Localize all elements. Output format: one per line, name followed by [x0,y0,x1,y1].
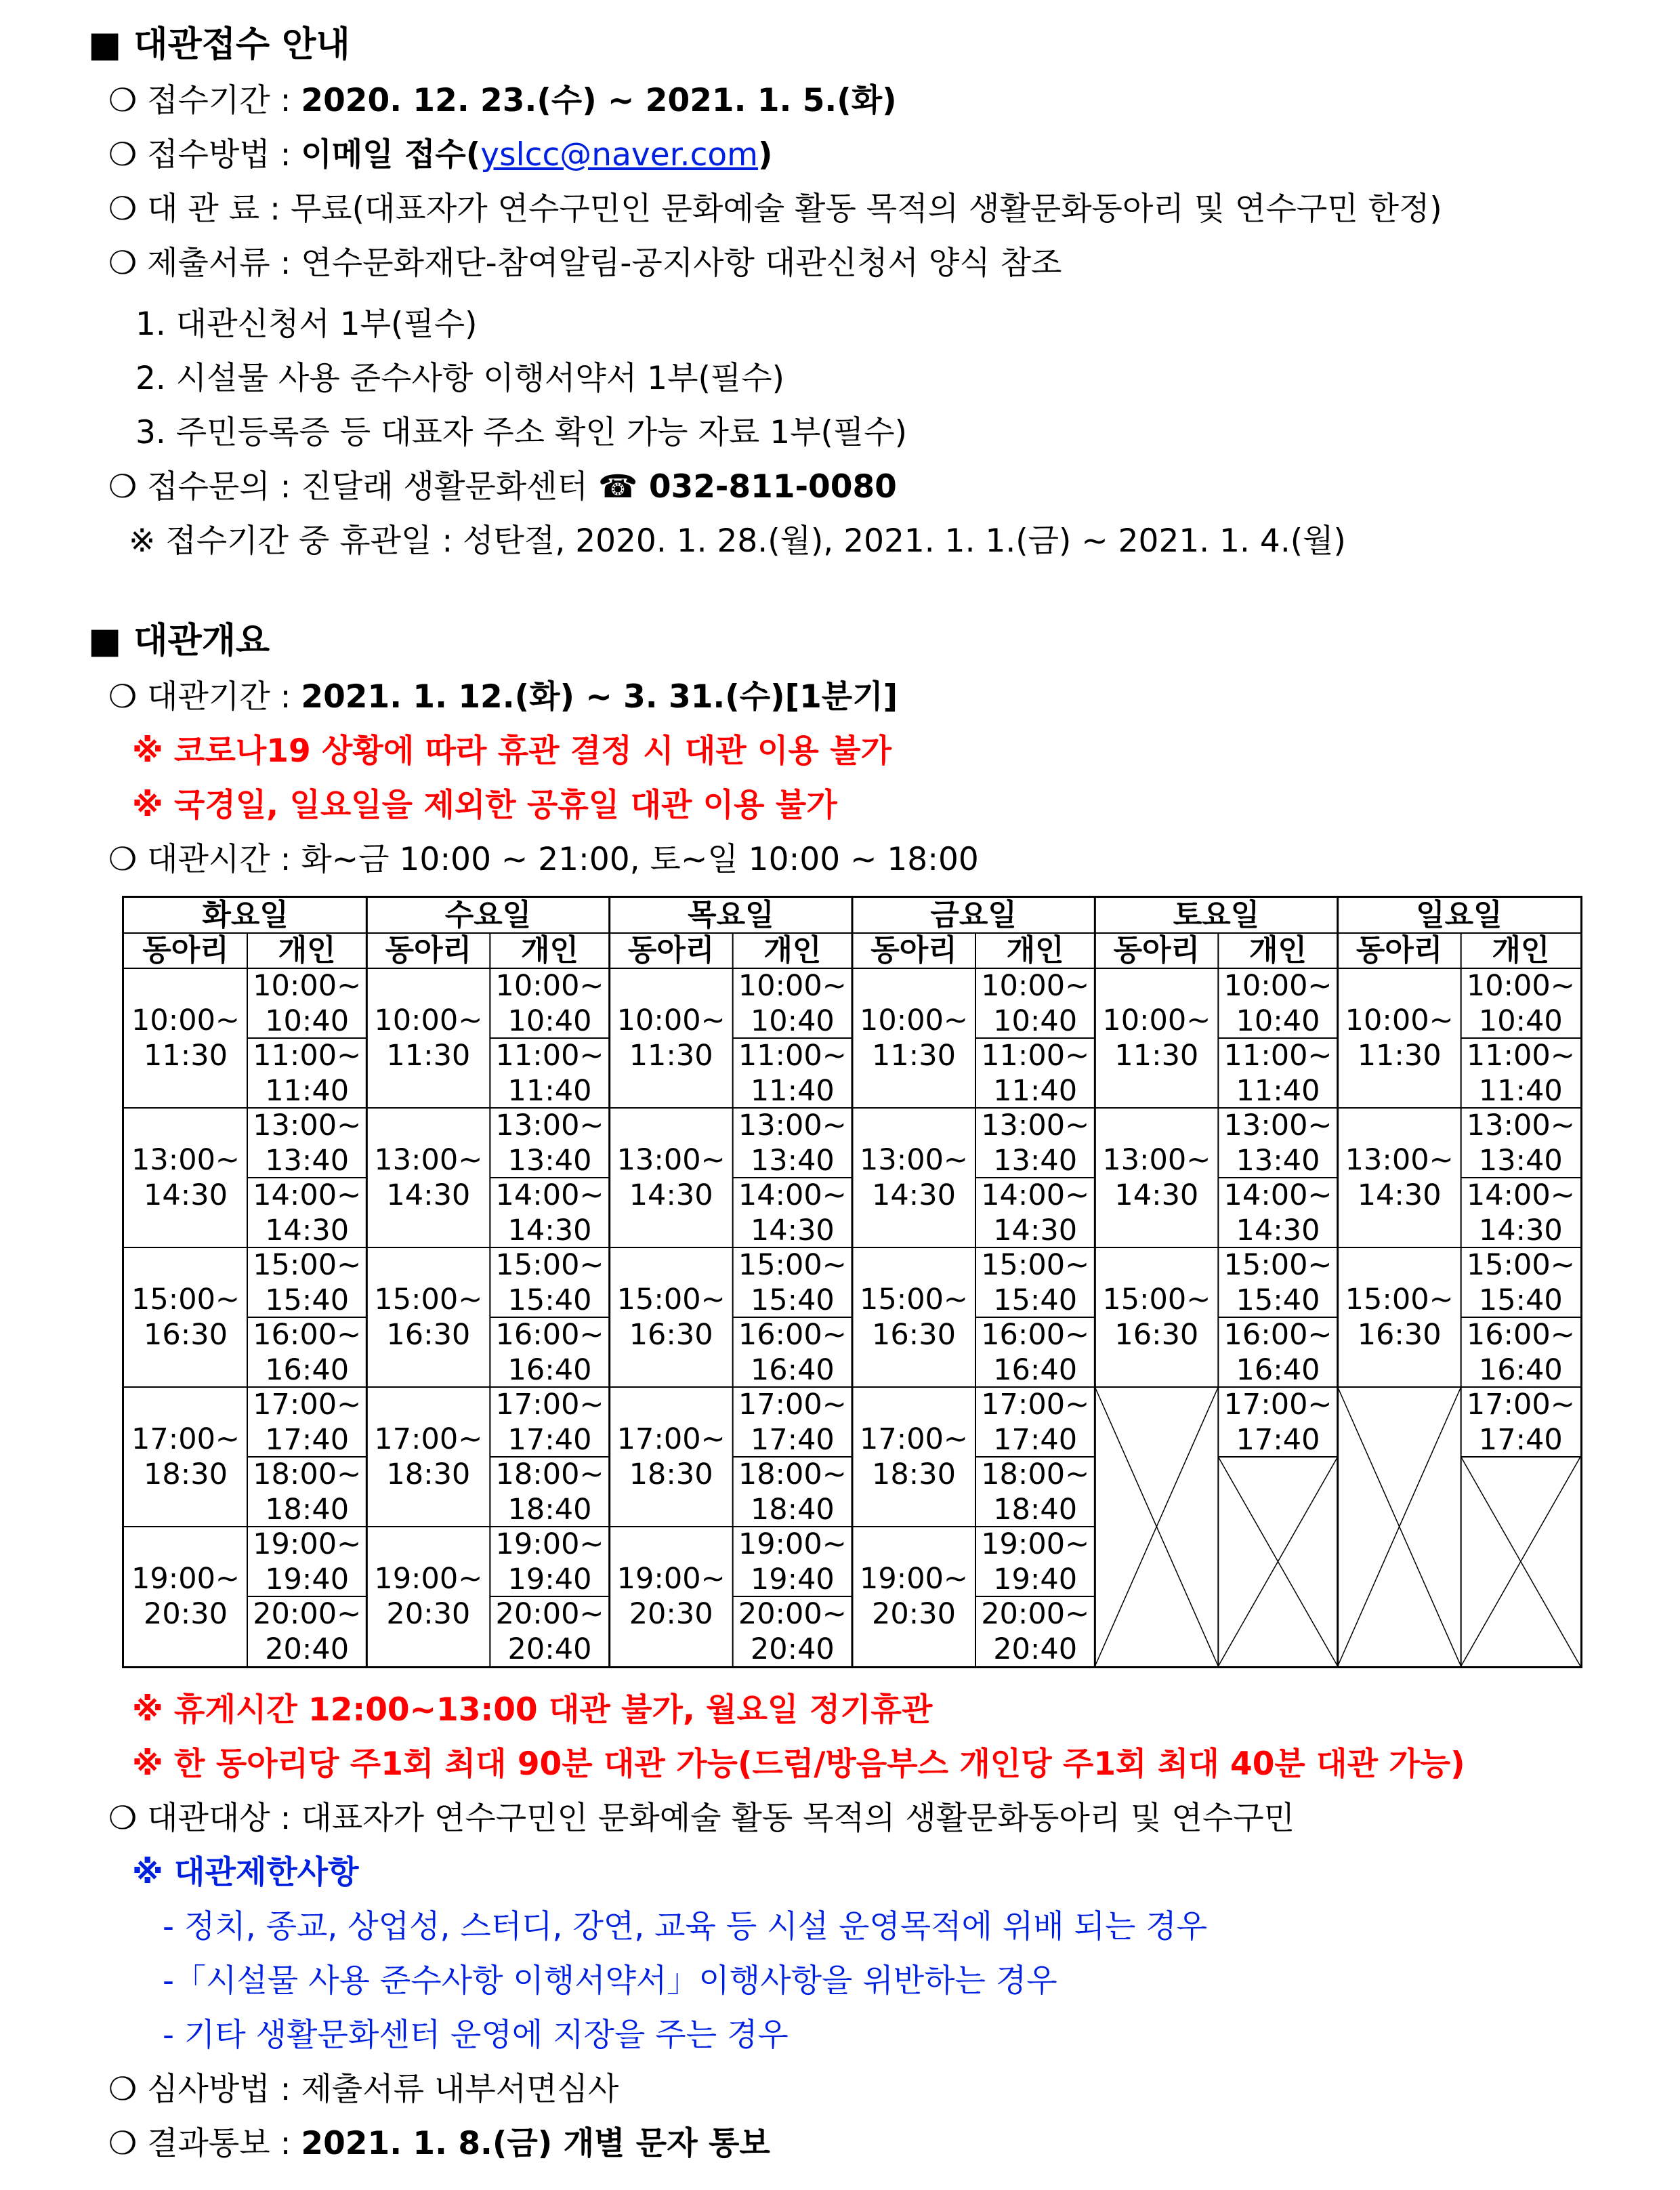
break-time-notice: ※ 휴게시간 12:00~13:00 대관 불가, 월요일 정기휴관 [132,1691,933,1729]
club-time-slot: 10:00~ 11:30 [1345,1004,1454,1073]
club-time-slot: 10:00~ 11:30 [616,1004,726,1073]
club-time-slot: 10:00~ 11:30 [374,1004,483,1073]
club-column-header: 동아리 [1356,933,1443,968]
application-method-label: ❍ 접수방법 : [108,136,301,173]
individual-time-slot: 11:00~ 11:40 [1223,1038,1332,1108]
club-time-slot: 17:00~ 18:30 [860,1422,968,1491]
restriction-item-1: - 정치, 종교, 상업성, 스터디, 강연, 교육 등 시설 운영목적에 위배 되는 경우 [163,1908,1208,1945]
individual-time-slot: 17:00~ 17:40 [1466,1387,1575,1457]
inquiry-phone: ☎ 032-811-0080 [597,468,897,505]
individual-time-slot: 16:00~ 16:40 [981,1317,1090,1387]
individual-time-slot: 17:00~ 17:40 [738,1387,847,1457]
individual-time-slot: 20:00~ 20:40 [253,1596,362,1666]
individual-time-slot: 13:00~ 13:40 [738,1108,847,1178]
individual-time-slot: 19:00~ 19:40 [738,1527,847,1596]
application-email-link[interactable]: yslcc@naver.com [480,136,758,173]
individual-column-header: 개인 [763,933,822,968]
individual-time-slot: 11:00~ 11:40 [981,1038,1090,1108]
individual-time-slot: 20:00~ 20:40 [495,1596,604,1666]
individual-time-slot: 13:00~ 13:40 [1223,1108,1332,1178]
individual-time-slot: 16:00~ 16:40 [253,1317,362,1387]
day-header: 목요일 [688,898,774,932]
schedule-table [122,896,1582,1668]
restriction-item-3: - 기타 생활문화센터 운영에 지장을 주는 경우 [163,2017,789,2054]
individual-time-slot: 14:00~ 14:30 [1466,1178,1575,1247]
day-header: 금요일 [930,898,1017,932]
individual-time-slot: 17:00~ 17:40 [981,1387,1090,1457]
individual-time-slot: 17:00~ 17:40 [1223,1387,1332,1457]
club-time-slot: 10:00~ 11:30 [1102,1004,1211,1073]
individual-column-header: 개인 [1248,933,1307,968]
individual-time-slot: 11:00~ 11:40 [738,1038,847,1108]
individual-time-slot: 11:00~ 11:40 [253,1038,362,1108]
individual-time-slot: 10:00~ 10:40 [1223,968,1332,1038]
individual-time-slot: 10:00~ 10:40 [1466,968,1575,1038]
individual-time-slot: 15:00~ 15:40 [495,1247,604,1317]
section-title-overview: ■ 대관개요 [88,621,270,661]
inquiry [108,468,897,505]
individual-time-slot: 16:00~ 16:40 [1466,1317,1575,1387]
club-time-slot: 19:00~ 20:30 [616,1562,726,1631]
club-time-slot: 15:00~ 16:30 [1102,1283,1211,1352]
restrictions-title: ※ 대관제한사항 [132,1854,359,1891]
club-time-slot: 13:00~ 14:30 [1102,1143,1211,1212]
holiday-notice: ※ 국경일, 일요일을 제외한 공휴일 대관 이용 불가 [132,787,837,824]
rental-hours: ❍ 대관시간 : 화~금 10:00 ~ 21:00, 토~일 10:00 ~ 18:00 [108,841,979,878]
application-period [108,82,897,119]
individual-time-slot: 16:00~ 16:40 [1223,1317,1332,1387]
individual-time-slot: 18:00~ 18:40 [253,1457,362,1527]
club-time-slot: 17:00~ 18:30 [131,1422,240,1491]
individual-time-slot: 20:00~ 20:40 [738,1596,847,1666]
club-time-slot: 13:00~ 14:30 [616,1143,726,1212]
result-label: ❍ 결과통보 : [108,2125,301,2162]
club-column-header: 동아리 [870,933,957,968]
individual-column-header: 개인 [1006,933,1064,968]
application-method-prefix: 이메일 접수( [301,136,481,173]
individual-column-header: 개인 [520,933,579,968]
result-value: 2021. 1. 8.(금) 개별 문자 통보 [301,2125,770,2162]
application-period-label: ❍ 접수기간 : [108,82,301,119]
application-method [108,136,773,173]
individual-time-slot: 13:00~ 13:40 [495,1108,604,1178]
individual-time-slot: 10:00~ 10:40 [981,968,1090,1038]
club-column-header: 동아리 [142,933,229,968]
individual-time-slot: 19:00~ 19:40 [981,1527,1090,1596]
application-method-suffix: ) [757,136,773,173]
club-time-slot: 13:00~ 14:30 [131,1143,240,1212]
rental-fee: ❍ 대 관 료 : 무료(대표자가 연수구민인 문화예술 활동 목적의 생활문화동아리 및 연수구민 한정) [108,190,1442,228]
individual-time-slot: 16:00~ 16:40 [495,1317,604,1387]
rental-period-label: ❍ 대관기간 : [108,678,301,716]
individual-time-slot: 18:00~ 18:40 [738,1457,847,1527]
individual-time-slot: 14:00~ 14:30 [253,1178,362,1247]
club-time-slot: 13:00~ 14:30 [374,1143,483,1212]
club-time-slot: 19:00~ 20:30 [860,1562,968,1631]
club-time-slot: 10:00~ 11:30 [131,1004,240,1073]
individual-time-slot: 13:00~ 13:40 [981,1108,1090,1178]
club-time-slot: 13:00~ 14:30 [860,1143,968,1212]
club-time-slot: 15:00~ 16:30 [374,1283,483,1352]
individual-time-slot: 19:00~ 19:40 [253,1527,362,1596]
rental-target: ❍ 대관대상 : 대표자가 연수구민인 문화예술 활동 목적의 생활문화동아리 및 연수구민 [108,1800,1295,1837]
individual-time-slot: 16:00~ 16:40 [738,1317,847,1387]
document-item-3: 3. 주민등록증 등 대표자 주소 확인 가능 자료 1부(필수) [135,414,907,451]
day-header: 일요일 [1416,898,1503,932]
club-time-slot: 19:00~ 20:30 [374,1562,483,1631]
individual-time-slot: 18:00~ 18:40 [495,1457,604,1527]
individual-time-slot: 14:00~ 14:30 [981,1178,1090,1247]
inquiry-label: ❍ 접수문의 : 진달래 생활문화센터 [108,468,598,505]
individual-time-slot: 15:00~ 15:40 [738,1247,847,1317]
club-time-slot: 15:00~ 16:30 [616,1283,726,1352]
individual-column-header: 개인 [1492,933,1550,968]
individual-time-slot: 11:00~ 11:40 [495,1038,604,1108]
covid-notice: ※ 코로나19 상황에 따라 휴관 결정 시 대관 이용 불가 [132,732,891,770]
individual-time-slot: 11:00~ 11:40 [1466,1038,1575,1108]
individual-time-slot: 17:00~ 17:40 [495,1387,604,1457]
result-notification [108,2125,770,2162]
individual-time-slot: 13:00~ 13:40 [253,1108,362,1178]
club-time-slot: 15:00~ 16:30 [860,1283,968,1352]
restriction-item-2: -「시설물 사용 준수사항 이행서약서」이행사항을 위반하는 경우 [163,1962,1057,2000]
club-time-slot: 19:00~ 20:30 [131,1562,240,1631]
rental-period-value: 2021. 1. 12.(화) ~ 3. 31.(수)[1분기] [301,678,898,716]
document-item-2: 2. 시설물 사용 준수사항 이행서약서 1부(필수) [135,360,784,397]
day-header: 수요일 [444,898,532,932]
document-item-1: 1. 대관신청서 1부(필수) [135,306,478,343]
club-time-slot: 17:00~ 18:30 [616,1422,726,1491]
individual-time-slot: 14:00~ 14:30 [495,1178,604,1247]
individual-time-slot: 14:00~ 14:30 [1223,1178,1332,1247]
day-header: 토요일 [1173,898,1260,932]
individual-time-slot: 20:00~ 20:40 [981,1596,1090,1666]
club-time-slot: 10:00~ 11:30 [860,1004,968,1073]
closed-days-note: ※ 접수기간 중 휴관일 : 성탄절, 2020. 1. 28.(월), 2021. 1. 1.(금) ~ 2021. 1. 4.(월) [129,522,1346,560]
club-column-header: 동아리 [1113,933,1200,968]
section-title-application: ■ 대관접수 안내 [88,24,350,65]
individual-time-slot: 15:00~ 15:40 [253,1247,362,1317]
club-time-slot: 17:00~ 18:30 [374,1422,483,1491]
application-period-value: 2020. 12. 23.(수) ~ 2021. 1. 5.(화) [301,82,897,119]
day-header: 화요일 [202,898,289,932]
individual-time-slot: 10:00~ 10:40 [495,968,604,1038]
individual-time-slot: 10:00~ 10:40 [738,968,847,1038]
club-time-slot: 15:00~ 16:30 [1345,1283,1454,1352]
individual-time-slot: 15:00~ 15:40 [1466,1247,1575,1317]
review-method: ❍ 심사방법 : 제출서류 내부서면심사 [108,2071,619,2108]
club-column-header: 동아리 [627,933,715,968]
individual-column-header: 개인 [278,933,336,968]
club-column-header: 동아리 [385,933,472,968]
individual-time-slot: 18:00~ 18:40 [981,1457,1090,1527]
individual-time-slot: 19:00~ 19:40 [495,1527,604,1596]
individual-time-slot: 17:00~ 17:40 [253,1387,362,1457]
club-time-slot: 13:00~ 14:30 [1345,1143,1454,1212]
individual-time-slot: 14:00~ 14:30 [738,1178,847,1247]
required-documents: ❍ 제출서류 : 연수문화재단-참여알림-공지사항 대관신청서 양식 참조 [108,245,1062,282]
individual-time-slot: 15:00~ 15:40 [1223,1247,1332,1317]
usage-limit-notice: ※ 한 동아리당 주1회 최대 90분 대관 가능(드럼/방음부스 개인당 주1회 최대 40분 대관 가능) [132,1745,1465,1783]
individual-time-slot: 10:00~ 10:40 [253,968,362,1038]
individual-time-slot: 15:00~ 15:40 [981,1247,1090,1317]
individual-time-slot: 13:00~ 13:40 [1466,1108,1575,1178]
rental-period [108,678,898,716]
club-time-slot: 15:00~ 16:30 [131,1283,240,1352]
